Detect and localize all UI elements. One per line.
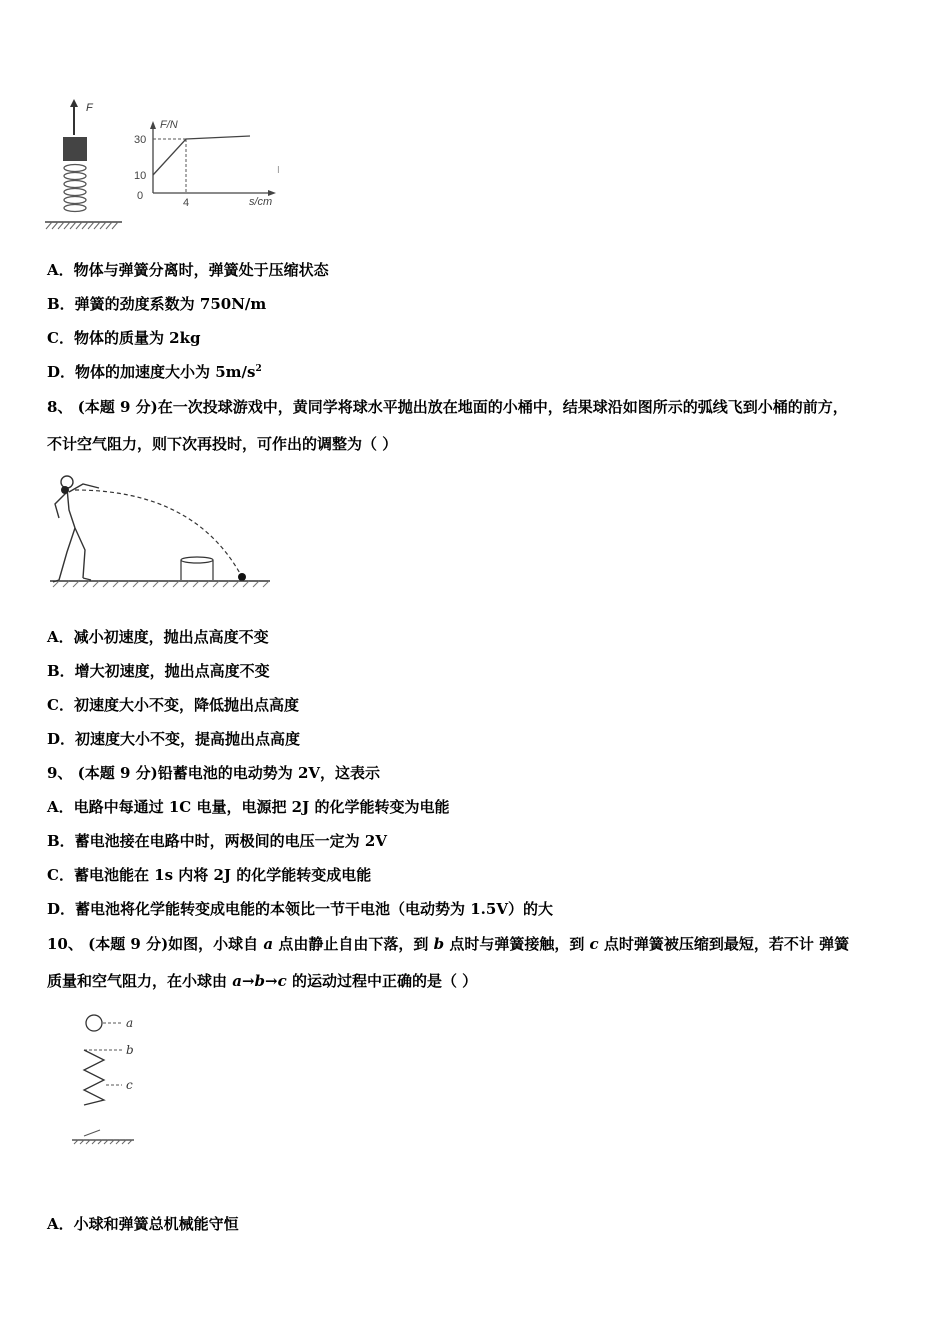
ball xyxy=(86,1015,102,1031)
q9-option-a: A．电路中每通过 1C 电量，电源把 2J 的化学能转变为电能 xyxy=(47,798,450,816)
q9-stem: 9、 (本题 9 分)铅蓄电池的电动势为 2V，这表示 xyxy=(47,764,381,782)
q7-option-c: C．物体的质量为 2kg xyxy=(47,329,201,347)
graph-x-label: s/cm xyxy=(249,196,273,208)
landed-ball xyxy=(238,573,246,581)
q8-stem-line2: 不计空气阻力，则下次再投时，可作出的调整为（ ） xyxy=(47,435,398,453)
q7-option-a: A．物体与弹簧分离时，弹簧处于压缩状态 xyxy=(47,261,329,279)
ball-throw-figure xyxy=(45,462,275,592)
svg-text:I: I xyxy=(277,165,280,176)
tick-10: 10 xyxy=(134,170,147,182)
tick-30: 30 xyxy=(134,134,147,146)
spring-force-figure xyxy=(40,95,300,240)
tick-4: 4 xyxy=(183,197,190,209)
spring xyxy=(64,165,86,212)
q9-option-c: C．蓄电池能在 1s 内将 2J 的化学能转变成电能 xyxy=(47,866,372,884)
ball-spring-figure xyxy=(70,1008,150,1148)
q10-stem-line1: 10、 (本题 9 分)如图，小球自 a 点由静止自由下落，到 b 点时与弹簧接触，到 c 点时弹簧被压缩到最短，若不计 弹簧 xyxy=(47,935,850,953)
q7-option-d: D．物体的加速度大小为 $5m/s^2$ xyxy=(47,363,262,381)
q8-stem-line1: 8、 (本题 9 分)在一次投球游戏中，黄同学将球水平抛出放在地面的小桶中，结果球沿如图所示的弧线飞到小桶的前方， xyxy=(47,398,848,416)
bucket xyxy=(181,557,213,580)
q9-option-d: D．蓄电池将化学能转变成电能的本领比一节干电池（电动势为 1.5V）的大 xyxy=(47,900,553,918)
q8-option-d: D．初速度大小不变，提高抛出点高度 xyxy=(47,730,301,748)
q8-option-b: B．增大初速度，抛出点高度不变 xyxy=(47,662,270,680)
ball-in-hand xyxy=(61,486,69,494)
graph-y-label: F/N xyxy=(160,119,178,131)
q7-option-b: B．弹簧的劲度系数为 750N/m xyxy=(47,295,267,313)
label-c: c xyxy=(126,1078,133,1092)
label-a: a xyxy=(126,1016,134,1030)
q8-option-a: A．减小初速度，抛出点高度不变 xyxy=(47,628,269,646)
label-b: b xyxy=(126,1043,134,1057)
force-label: F xyxy=(86,102,93,114)
q10-stem-line2: 质量和空气阻力，在小球由 a→b→c 的运动过程中正确的是（ ） xyxy=(47,972,478,990)
force-curve xyxy=(153,136,250,175)
ball-trajectory xyxy=(75,490,242,577)
q9-option-b: B．蓄电池接在电路中时，两极间的电压一定为 2V xyxy=(47,832,387,850)
thrower-person xyxy=(53,476,99,582)
block xyxy=(63,137,87,161)
q10-option-a: A．小球和弹簧总机械能守恒 xyxy=(47,1215,239,1233)
tick-0: 0 xyxy=(137,190,144,202)
q8-option-c: C．初速度大小不变，降低抛出点高度 xyxy=(47,696,299,714)
spring xyxy=(84,1050,104,1105)
